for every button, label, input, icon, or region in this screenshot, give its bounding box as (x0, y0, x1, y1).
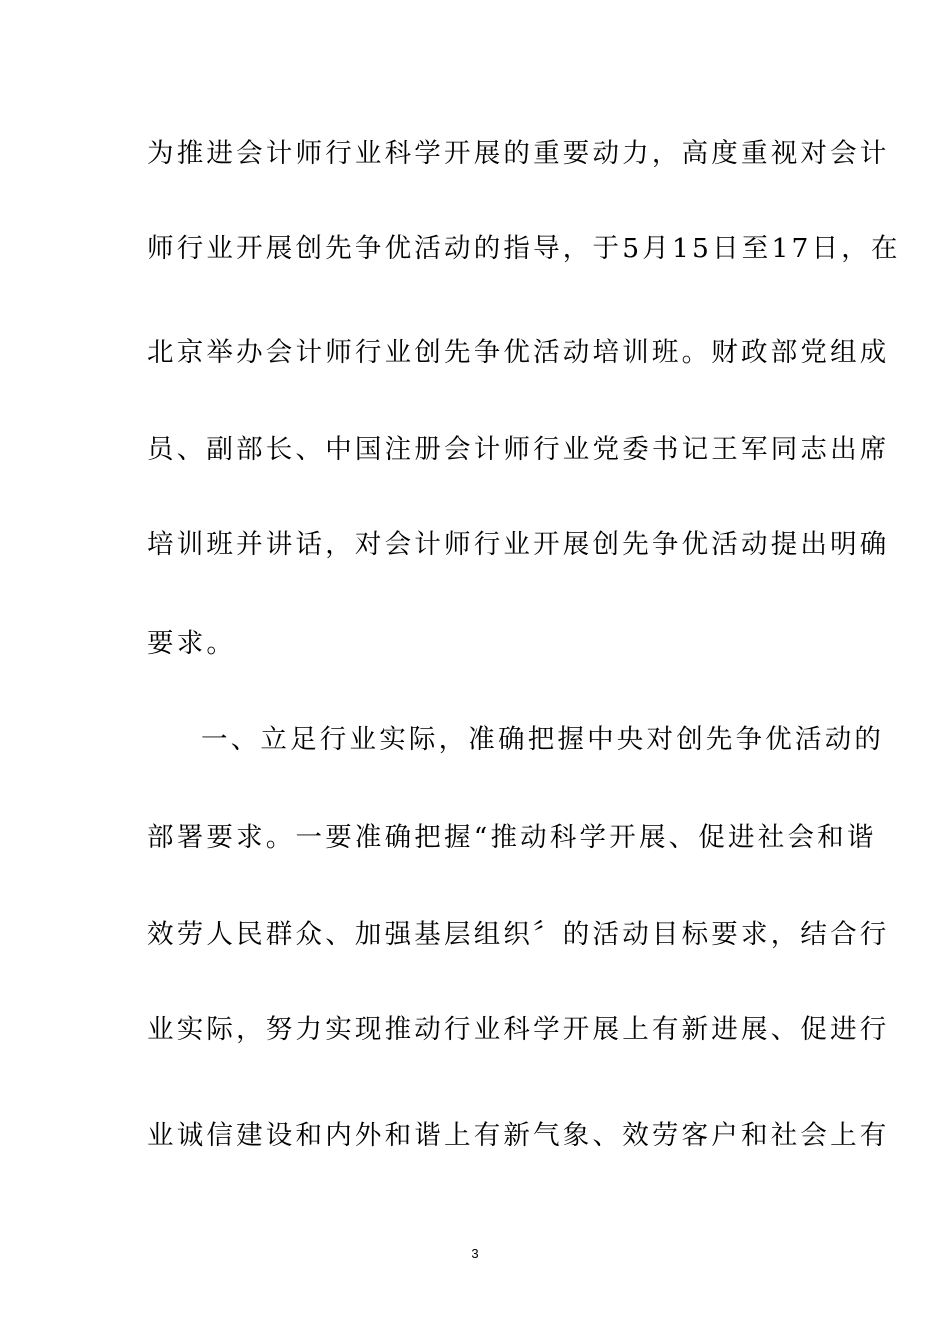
text-line-9: 效劳人民群众、加强基层组织〞的活动目标要求，结合行 (147, 919, 890, 950)
text-line-4: 员、副部长、中国注册会计师行业党委书记王军同志出席 (147, 434, 890, 465)
text-line-2: 师行业开展创先争优活动的指导，于5月15日至17日，在 (147, 233, 901, 264)
text-line-1: 为推进会计师行业科学开展的重要动力，高度重视对会计 (147, 138, 890, 169)
text-line-3: 北京举办会计师行业创先争优活动培训班。财政部党组成 (147, 337, 890, 368)
paragraph-heading-line: 一、立足行业实际，准确把握中央对创先争优活动的 (201, 724, 885, 755)
page-number: 3 (471, 1246, 479, 1261)
text-line-11: 业诚信建设和内外和谐上有新气象、效劳客户和社会上有 (147, 1120, 890, 1151)
text-line-8: 部署要求。一要准确把握“推动科学开展、促进社会和谐 (147, 822, 877, 853)
text-line-10: 业实际，努力实现推动行业科学开展上有新进展、促进行 (147, 1014, 890, 1045)
text-line-5: 培训班并讲话，对会计师行业开展创先争优活动提出明确 (147, 529, 890, 560)
text-line-6: 要求。 (147, 628, 237, 659)
